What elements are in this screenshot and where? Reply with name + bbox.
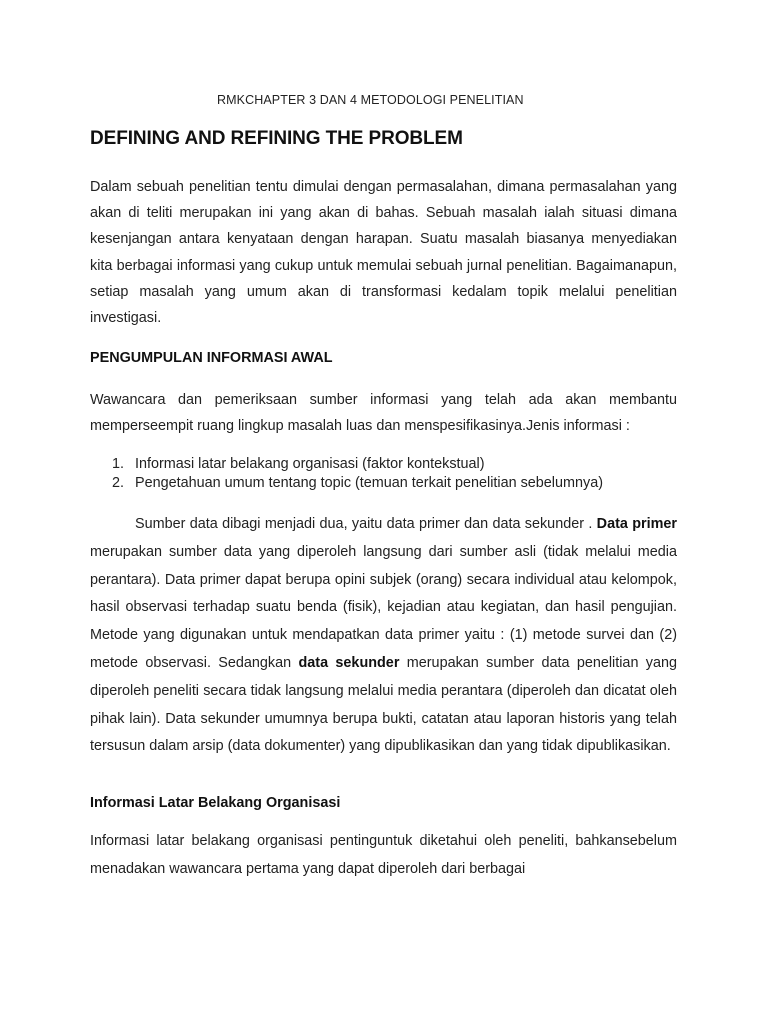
information-types-list <box>90 455 680 493</box>
list-item-number: 2. <box>112 475 125 491</box>
data-sources-text-2: merupakan sumber data yang diperoleh langsung dari sumber asli (tidak melalui media perantara). Data primer dapat berupa opini subjek (orang) secara individual atau kelompok, hasil observasi terhadap suatu benda (fisik), kejadian atau kegiatan, dan hasil pengujian. Metode yang digunakan untuk mendapatkan data primer yaitu : (1) metode survei dan (2) metode observasi. Sedangkan <box>90 543 677 671</box>
list-item <box>90 474 680 493</box>
data-primer-term: Data primer <box>596 516 677 532</box>
data-sources-text-1: Sumber data dibagi menjadi dua, yaitu data primer dan data sekunder . <box>135 516 597 532</box>
list-item <box>90 455 680 474</box>
informasi-latar-paragraph: Informasi latar belakang organisasi pentinguntuk diketahui oleh peneliti, bahkansebelum menadakan wawancara pertama yang dapat diperoleh dari berbagai <box>90 833 677 877</box>
data-sources-paragraph <box>90 511 677 761</box>
list-item-text: Pengetahuan umum tentang topic (temuan terkait penelitian sebelumnya) <box>135 475 603 491</box>
document-title: DEFINING AND REFINING THE PROBLEM <box>90 128 463 149</box>
intro-paragraph: Dalam sebuah penelitian tentu dimulai dengan permasalahan, dimana permasalahan yang akan di teliti merupakan ini yang akan di bahas. Sebuah masalah ialah situasi dimana kesenjangan antara kenyataan dengan harapan. Suatu masalah biasanya menyediakan kita berbagai informasi yang cukup untuk memulai sebuah jurnal penelitian. Bagaimanapun, setiap masalah yang umum akan di transformasi kedalam topik melalui penelitian investigasi. <box>90 179 677 327</box>
section-heading-pengumpulan: PENGUMPULAN INFORMASI AWAL <box>90 350 333 366</box>
running-header: RMKCHAPTER 3 DAN 4 METODOLOGI PENELITIAN <box>217 93 524 107</box>
section-heading-informasi-latar: Informasi Latar Belakang Organisasi <box>90 795 341 811</box>
list-item-text: Informasi latar belakang organisasi (faktor kontekstual) <box>135 456 485 472</box>
pengumpulan-paragraph: Wawancara dan pemeriksaan sumber informasi yang telah ada akan membantu memperseempit ruang lingkup masalah luas dan menspesifikasinya.Jenis informasi : <box>90 392 677 435</box>
list-item-number: 1. <box>112 456 125 472</box>
data-sources-text-3: merupakan sumber data penelitian yang diperoleh peneliti secara tidak langsung melalui media perantara (diperoleh dan dicatat oleh pihak lain). Data sekunder umumnya berupa bukti, catatan atau laporan historis yang telah tersusun dalam arsip (data dokumenter) yang dipublikasikan dan yang tidak dipublikasikan. <box>90 654 678 755</box>
data-sekunder-term: data sekunder <box>298 654 400 671</box>
